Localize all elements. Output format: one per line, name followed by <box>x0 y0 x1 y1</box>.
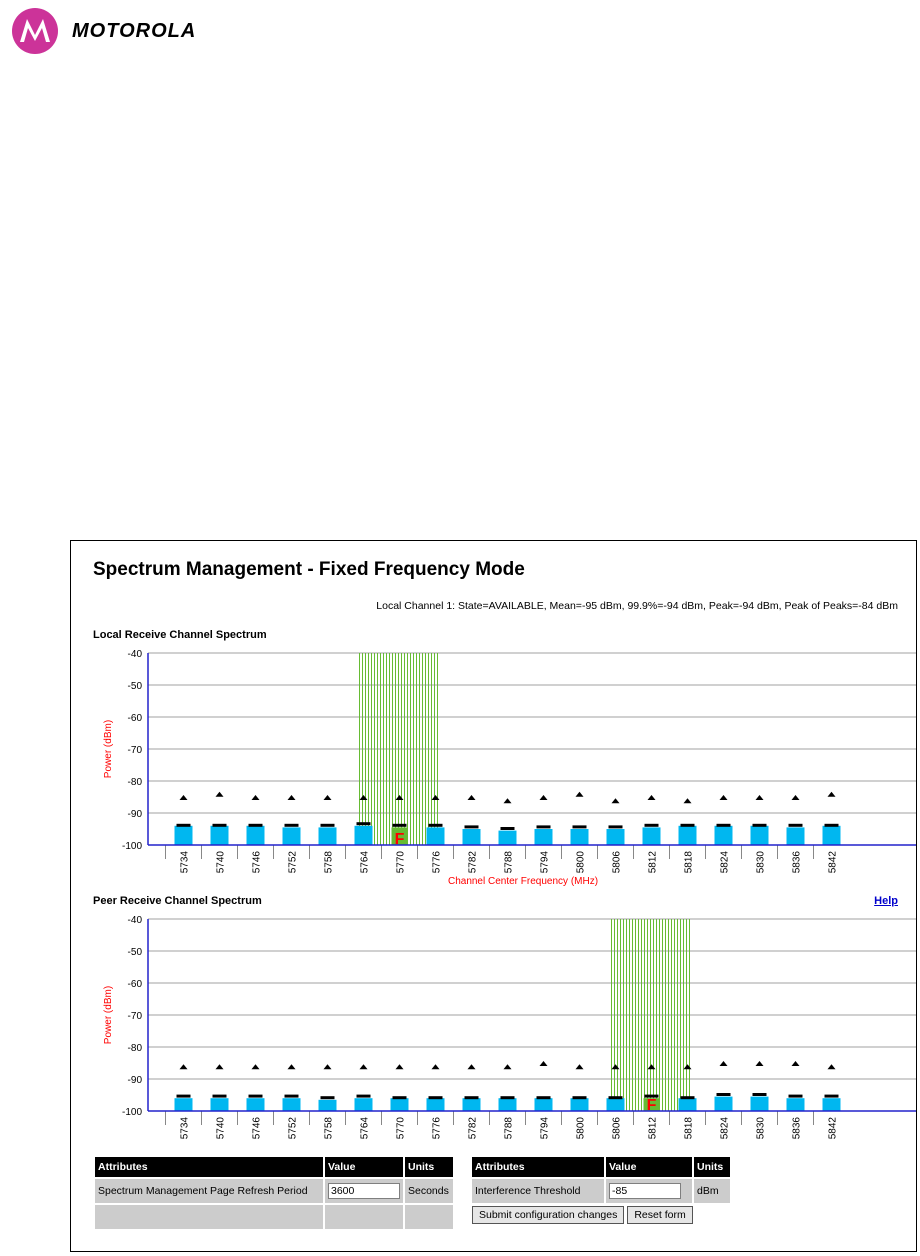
refresh-period-input[interactable] <box>328 1183 400 1199</box>
peak-marker <box>720 795 728 800</box>
peak-marker <box>648 1064 656 1069</box>
local-spectrum-title: Local Receive Channel Spectrum <box>93 629 267 641</box>
percentile-marker <box>213 824 227 827</box>
percentile-marker <box>429 1096 443 1099</box>
local-channel-stats: Local Channel 1: State=AVAILABLE, Mean=-95 dBm, 99.9%=-94 dBm, Peak=-94 dBm, Peak of Peaks=-84 dBm <box>376 600 898 612</box>
active-channel-flag: F <box>646 1097 657 1114</box>
spectrum-bar <box>355 1098 373 1111</box>
peak-marker <box>540 795 548 800</box>
percentile-marker <box>465 825 479 828</box>
y-tick-label: -70 <box>127 1011 142 1022</box>
submit-configuration-button[interactable]: Submit configuration changes <box>472 1206 624 1224</box>
peak-marker <box>324 795 332 800</box>
peak-marker <box>360 795 368 800</box>
x-tick-label: 5746 <box>251 851 263 874</box>
percentile-marker <box>213 1095 227 1098</box>
peak-marker <box>756 795 764 800</box>
peak-marker <box>324 1064 332 1069</box>
spectrum-bar <box>679 1098 697 1111</box>
spectrum-bar <box>499 831 517 845</box>
peak-marker <box>756 1061 764 1066</box>
percentile-marker <box>717 824 731 827</box>
peak-marker <box>792 1061 800 1066</box>
percentile-marker <box>825 824 839 827</box>
peak-marker <box>468 795 476 800</box>
y-tick-label: -60 <box>127 979 142 990</box>
spectrum-bar <box>499 1098 517 1111</box>
form-buttons-cell <box>472 1205 730 1225</box>
percentile-marker <box>789 824 803 827</box>
y-tick-label: -100 <box>121 1107 142 1118</box>
percentile-marker <box>177 824 191 827</box>
spectrum-bar <box>247 826 265 845</box>
x-tick-label: 5800 <box>575 1117 587 1140</box>
peak-marker <box>288 795 296 800</box>
x-tick-label: 5812 <box>647 851 659 874</box>
refresh-period-label: Spectrum Management Page Refresh Period <box>95 1179 323 1203</box>
spectrum-bar <box>283 1098 301 1111</box>
percentile-marker <box>393 824 407 827</box>
x-tick-label: 5764 <box>359 851 371 874</box>
x-tick-label: 5794 <box>539 1117 551 1140</box>
help-link[interactable]: Help <box>874 895 898 907</box>
x-tick-label: 5758 <box>323 1117 335 1140</box>
percentile-marker <box>717 1093 731 1096</box>
x-tick-label: 5758 <box>323 851 335 874</box>
spectrum-bar <box>247 1098 265 1111</box>
percentile-marker <box>321 1096 335 1099</box>
peak-marker <box>432 1064 440 1069</box>
spectrum-bar <box>355 826 373 845</box>
peak-marker <box>396 1064 404 1069</box>
spectrum-management-panel <box>70 540 917 1252</box>
peak-marker <box>180 795 188 800</box>
x-tick-label: 5746 <box>251 1117 263 1140</box>
x-tick-label: 5794 <box>539 851 551 874</box>
percentile-marker <box>681 824 695 827</box>
peak-marker <box>648 795 656 800</box>
local-receive-spectrum-chart <box>71 641 916 893</box>
spectrum-bar <box>463 829 481 845</box>
peak-marker <box>468 1064 476 1069</box>
spectrum-bar <box>607 829 625 845</box>
x-tick-label: 5788 <box>503 1117 515 1140</box>
peak-marker <box>792 795 800 800</box>
percentile-marker <box>285 1095 299 1098</box>
peak-marker <box>576 1064 584 1069</box>
spectrum-bar <box>319 1100 337 1111</box>
percentile-marker <box>501 1096 515 1099</box>
x-tick-label: 5782 <box>467 851 479 874</box>
y-tick-label: -40 <box>127 915 142 926</box>
x-tick-label: 5776 <box>431 1117 443 1140</box>
spectrum-bar <box>319 827 337 845</box>
empty-cell <box>95 1205 323 1229</box>
y-tick-label: -70 <box>127 745 142 756</box>
spectrum-bar <box>823 1098 841 1111</box>
peak-marker <box>828 792 836 797</box>
y-tick-label: -40 <box>127 649 142 660</box>
peak-marker <box>684 1064 692 1069</box>
spectrum-bar <box>175 826 193 845</box>
peak-marker <box>288 1064 296 1069</box>
percentile-marker <box>681 1096 695 1099</box>
x-tick-label: 5734 <box>179 851 191 874</box>
percentile-marker <box>537 825 551 828</box>
percentile-marker <box>501 827 515 830</box>
spectrum-bar <box>787 1098 805 1111</box>
spectrum-bar <box>715 826 733 845</box>
x-tick-label: 5752 <box>287 851 299 874</box>
header-attributes: Attributes <box>95 1157 323 1177</box>
spectrum-bar <box>643 827 661 845</box>
spectrum-bar <box>751 1097 769 1111</box>
header-value: Value <box>606 1157 692 1177</box>
header-value: Value <box>325 1157 403 1177</box>
peak-marker <box>828 1064 836 1069</box>
peak-marker <box>612 798 620 803</box>
x-tick-label: 5800 <box>575 851 587 874</box>
spectrum-bar <box>211 826 229 845</box>
y-tick-label: -50 <box>127 947 142 958</box>
percentile-marker <box>753 1093 767 1096</box>
percentile-marker <box>789 1095 803 1098</box>
percentile-marker <box>573 825 587 828</box>
percentile-marker <box>321 824 335 827</box>
x-tick-label: 5842 <box>827 1117 839 1140</box>
spectrum-bar <box>283 827 301 845</box>
interference-threshold-table <box>470 1155 732 1227</box>
percentile-marker <box>537 1096 551 1099</box>
refresh-period-units: Seconds <box>405 1179 453 1203</box>
spectrum-bar <box>715 1097 733 1111</box>
percentile-marker <box>357 1095 371 1098</box>
percentile-marker <box>285 824 299 827</box>
peak-marker <box>504 798 512 803</box>
x-tick-label: 5806 <box>611 851 623 874</box>
reset-form-button[interactable]: Reset form <box>627 1206 692 1224</box>
x-tick-label: 5740 <box>215 1117 227 1140</box>
brand-name: MOTOROLA <box>72 19 197 42</box>
x-tick-label: 5782 <box>467 1117 479 1140</box>
percentile-marker <box>609 825 623 828</box>
peer-spectrum-title: Peer Receive Channel Spectrum <box>93 895 262 907</box>
empty-cell <box>325 1205 403 1229</box>
y-tick-label: -90 <box>127 1075 142 1086</box>
x-tick-label: 5818 <box>683 851 695 874</box>
x-tick-label: 5812 <box>647 1117 659 1140</box>
peak-marker <box>396 795 404 800</box>
percentile-marker <box>393 1096 407 1099</box>
x-tick-label: 5776 <box>431 851 443 874</box>
y-tick-label: -80 <box>127 777 142 788</box>
spectrum-bar <box>391 1098 409 1111</box>
y-tick-label: -50 <box>127 681 142 692</box>
peak-marker <box>684 798 692 803</box>
peak-marker <box>720 1061 728 1066</box>
x-axis-title: Channel Center Frequency (MHz) <box>447 876 599 887</box>
y-axis-title: Power (dBm) <box>103 985 114 1045</box>
x-tick-label: 5830 <box>755 1117 767 1140</box>
header-attributes: Attributes <box>472 1157 604 1177</box>
peak-marker <box>360 1064 368 1069</box>
percentile-marker <box>465 1096 479 1099</box>
spectrum-bar <box>571 829 589 845</box>
page-title: Spectrum Management - Fixed Frequency Mode <box>93 559 525 580</box>
y-tick-label: -80 <box>127 1043 142 1054</box>
header-units: Units <box>694 1157 730 1177</box>
percentile-marker <box>249 824 263 827</box>
x-tick-label: 5836 <box>791 851 803 874</box>
percentile-marker <box>249 1095 263 1098</box>
y-axis-title: Power (dBm) <box>103 719 114 779</box>
interference-threshold-units: dBm <box>694 1179 730 1203</box>
percentile-marker <box>753 824 767 827</box>
spectrum-bar <box>535 829 553 845</box>
x-tick-label: 5740 <box>215 851 227 874</box>
x-tick-label: 5788 <box>503 851 515 874</box>
x-tick-label: 5770 <box>395 1117 407 1140</box>
percentile-marker <box>609 1096 623 1099</box>
peak-marker <box>252 795 260 800</box>
y-tick-label: -60 <box>127 713 142 724</box>
x-tick-label: 5824 <box>719 1117 731 1140</box>
spectrum-bar <box>571 1098 589 1111</box>
refresh-period-table <box>93 1155 455 1231</box>
x-tick-label: 5764 <box>359 1117 371 1140</box>
spectrum-bar <box>535 1098 553 1111</box>
spectrum-bar <box>787 827 805 845</box>
empty-cell <box>405 1205 453 1229</box>
x-tick-label: 5824 <box>719 851 731 874</box>
spectrum-bar <box>427 1098 445 1111</box>
x-tick-label: 5734 <box>179 1117 191 1140</box>
peak-marker <box>180 1064 188 1069</box>
x-tick-label: 5830 <box>755 851 767 874</box>
y-tick-label: -100 <box>121 841 142 852</box>
spectrum-bar <box>463 1098 481 1111</box>
active-channel-flag: F <box>394 831 405 848</box>
motorola-batwing-icon <box>12 8 58 54</box>
percentile-marker <box>177 1095 191 1098</box>
peer-receive-spectrum-chart <box>71 907 916 1151</box>
x-tick-label: 5818 <box>683 1117 695 1140</box>
x-tick-label: 5752 <box>287 1117 299 1140</box>
peak-marker <box>432 795 440 800</box>
percentile-marker <box>645 824 659 827</box>
peak-marker <box>540 1061 548 1066</box>
peak-marker <box>576 792 584 797</box>
spectrum-bar <box>679 826 697 845</box>
spectrum-bar <box>607 1098 625 1111</box>
percentile-marker <box>429 824 443 827</box>
refresh-period-cell <box>325 1179 403 1203</box>
motorola-logo <box>12 8 196 54</box>
percentile-marker <box>825 1095 839 1098</box>
spectrum-bar <box>175 1098 193 1111</box>
interference-threshold-label: Interference Threshold <box>472 1179 604 1203</box>
peak-marker <box>504 1064 512 1069</box>
interference-threshold-cell <box>606 1179 692 1203</box>
peak-marker <box>252 1064 260 1069</box>
percentile-marker <box>357 822 371 825</box>
interference-threshold-input[interactable] <box>609 1183 681 1199</box>
percentile-marker <box>573 1096 587 1099</box>
peak-marker <box>216 1064 224 1069</box>
x-tick-label: 5770 <box>395 851 407 874</box>
peak-marker <box>216 792 224 797</box>
y-tick-label: -90 <box>127 809 142 820</box>
peak-marker <box>612 1064 620 1069</box>
spectrum-bar <box>751 826 769 845</box>
header-units: Units <box>405 1157 453 1177</box>
x-tick-label: 5842 <box>827 851 839 874</box>
x-tick-label: 5836 <box>791 1117 803 1140</box>
spectrum-bar <box>211 1098 229 1111</box>
x-tick-label: 5806 <box>611 1117 623 1140</box>
spectrum-bar <box>823 826 841 845</box>
spectrum-bar <box>427 827 445 845</box>
